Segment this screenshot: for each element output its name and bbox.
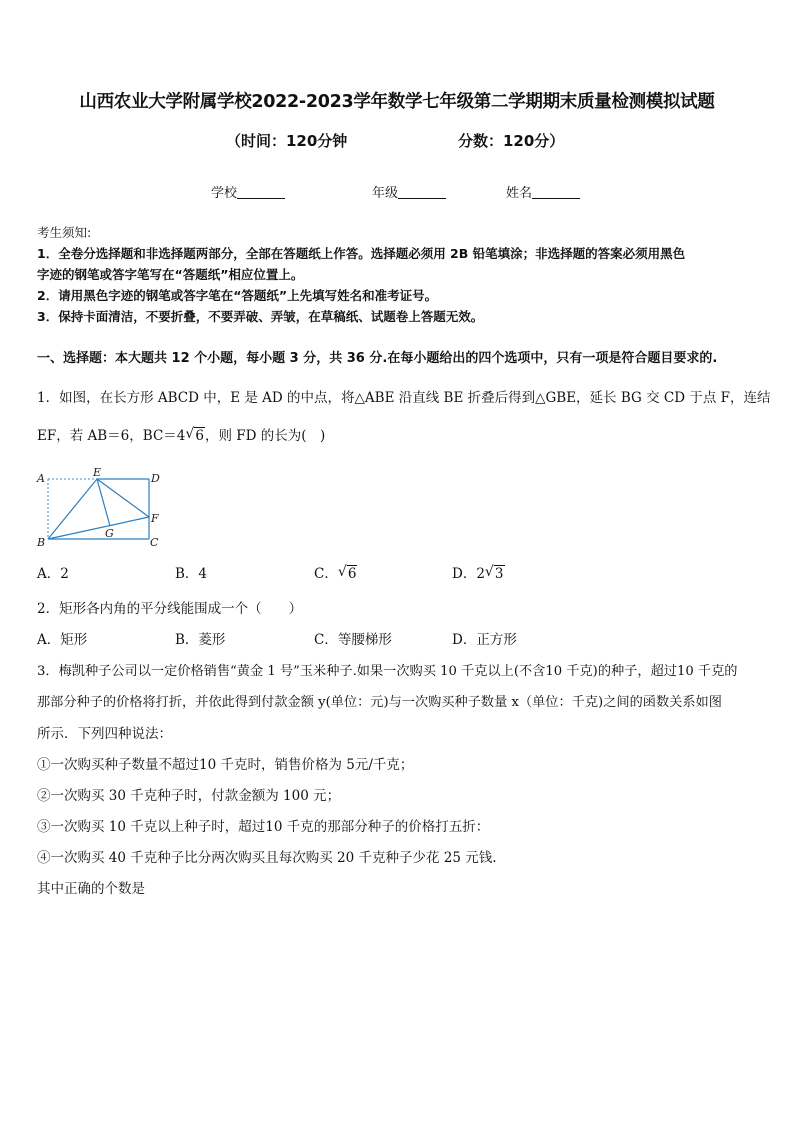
- notice-item: 2．请用黑色字迹的钢笔或答字笔在“答题纸”上先填写姓名和准考证号。: [37, 288, 438, 303]
- sqrt-symbol: [185, 428, 205, 444]
- q3-statement: ①一次购买种子数量不超过10 千克时，销售价格为 5元/千克；: [37, 757, 414, 773]
- name-field: [506, 182, 580, 201]
- grade-label: 年级: [372, 186, 399, 201]
- q3-statement: ④一次购买 40 千克种子比分两次购买且每次购买 20 千克种子少花 25 元钱.: [37, 850, 497, 866]
- school-label: 学校: [211, 186, 238, 201]
- segment-EG: [97, 479, 110, 526]
- school-field: [211, 182, 285, 201]
- q2-option-c: C．等腰梯形: [314, 632, 392, 648]
- q1-option-c-radicand: 6: [347, 566, 357, 582]
- notice-item: 1．全卷分选择题和非选择题两部分，全部在答题纸上作答。选择题必须用 2B 铅笔填涂；非选择题的答案必须用黑色: [37, 246, 686, 261]
- label-D: D: [151, 472, 160, 485]
- q1-option-d-radicand: 3: [494, 566, 504, 582]
- grade-blank: [398, 185, 446, 199]
- segment-EF: [97, 479, 149, 517]
- notice-heading: 考生须知:: [37, 225, 92, 240]
- name-label: 姓名: [506, 186, 533, 201]
- label-G: G: [105, 527, 114, 540]
- label-B: B: [37, 536, 46, 549]
- q2-stem: 2．矩形各内角的平分线能围成一个（ ）: [37, 601, 303, 617]
- exam-score: 分数：120分）: [458, 132, 565, 150]
- q1-rectangle-figure: [34, 468, 164, 550]
- q3-line: 那部分种子的价格将打折，并依此得到付款金额 y(单位：元)与一次购买种子数量 x（单位：千克)之间的函数关系如图: [37, 695, 722, 710]
- name-blank: [532, 185, 580, 199]
- exam-time: （时间：120分钟: [226, 132, 348, 150]
- label-C: C: [150, 536, 159, 549]
- q1-option-d: [452, 562, 505, 582]
- q2-option-b: B．菱形: [175, 632, 226, 648]
- school-blank: [237, 185, 285, 199]
- q3-statement: ②一次购买 30 千克种子时，付款金额为 100 元；: [37, 788, 341, 804]
- grade-field: [372, 182, 446, 201]
- label-A: A: [37, 472, 45, 485]
- notice-item: 字迹的钢笔或答字笔写在“答题纸”相应位置上。: [37, 267, 304, 282]
- sqrt-symbol: [485, 566, 505, 582]
- q3-question: 其中正确的个数是: [37, 881, 145, 897]
- q1-option-b: B．4: [175, 566, 208, 582]
- q3-line: 所示．下列四种说法：: [37, 726, 172, 742]
- q3-line: 3．梅凯种子公司以一定价格销售“黄金 1 号”玉米种子.如果一次购买 10 千克以上(不含10 千克)的种子，超过10 千克的: [37, 664, 738, 679]
- section-heading: 一、选择题：本大题共 12 个小题，每小题 3 分，共 36 分.在每小题给出的四个选项中，只有一项是符合题目要求的.: [37, 351, 718, 366]
- q2-option-d: D．正方形: [452, 632, 517, 648]
- q3-statement: ③一次购买 10 千克以上种子时，超过10 千克的那部分种子的价格打五折：: [37, 819, 490, 835]
- q1-radicand: 6: [195, 428, 204, 444]
- q2-option-a: A．矩形: [37, 632, 88, 648]
- exam-title: 山西农业大学附属学校2022-2023学年数学七年级第二学期期末质量检测模拟试题: [79, 92, 715, 112]
- label-F: F: [151, 512, 159, 525]
- sqrt-symbol: [338, 566, 358, 582]
- q1-line2-part-a: EF，若 AB＝6，BC＝4: [37, 428, 186, 444]
- q1-stem-line1: 1．如图，在长方形 ABCD 中，E 是 AD 的中点，将△ABE 沿直线 BE 折叠后得到△GBE，延长 BG 交 CD 于点 F，连结: [37, 390, 771, 406]
- q1-line2-part-b: ，则 FD 的长为( ): [204, 428, 326, 444]
- q1-option-a: A．2: [37, 566, 69, 582]
- q1-option-d-prefix: D．2: [452, 566, 485, 582]
- q1-option-c: [314, 562, 357, 582]
- q1-stem-line2: [37, 424, 325, 444]
- label-E: E: [93, 468, 102, 479]
- notice-item: 3．保持卡面清洁，不要折叠，不要弄破、弄皱，在草稿纸、试题卷上答题无效。: [37, 309, 484, 324]
- q1-option-c-prefix: C．: [314, 566, 338, 582]
